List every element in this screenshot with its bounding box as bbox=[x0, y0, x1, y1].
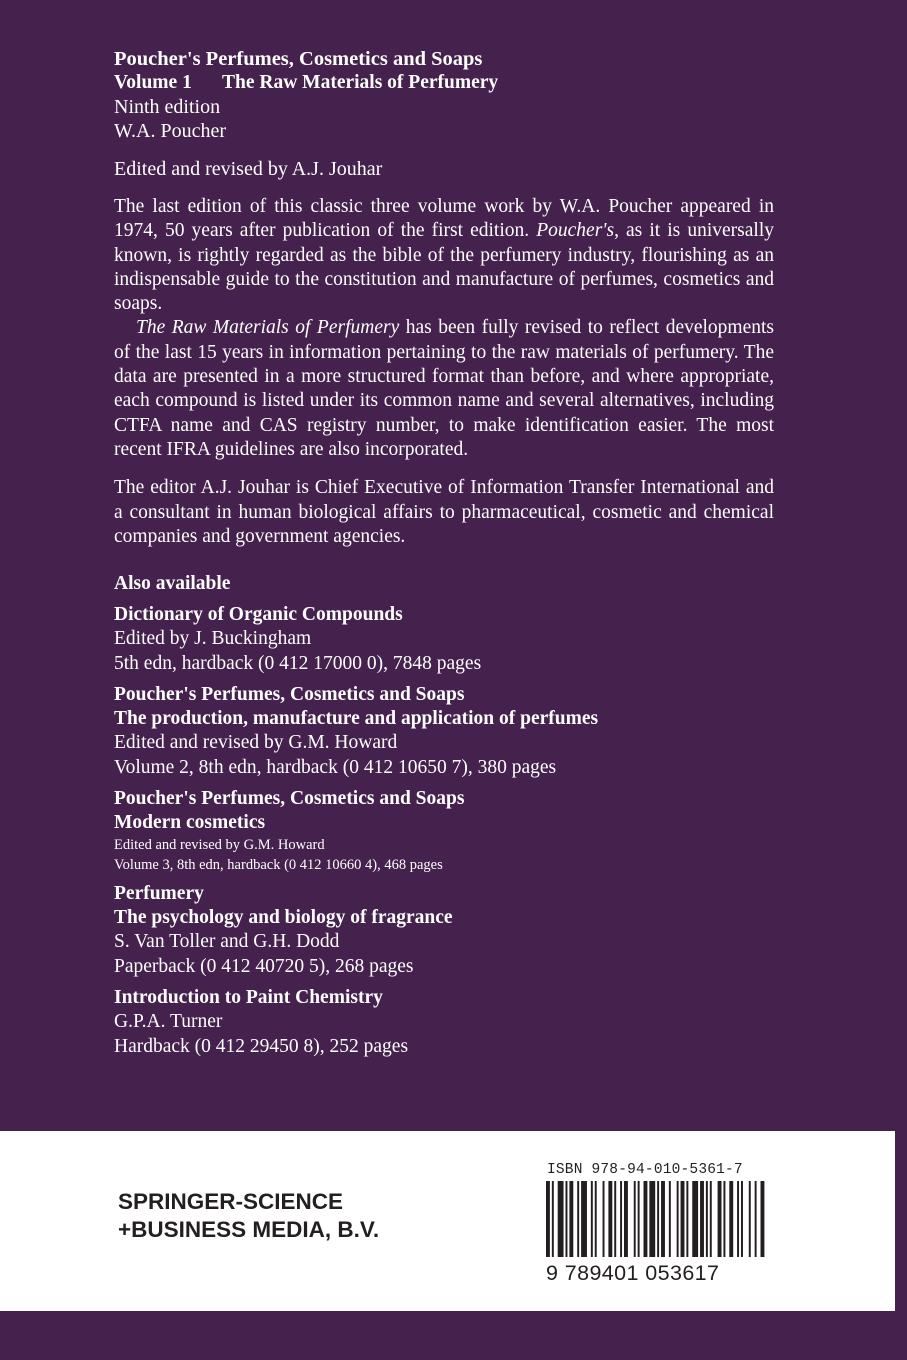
barcode-bar bbox=[723, 1181, 725, 1257]
volume-heading bbox=[114, 71, 774, 95]
book-title: Dictionary of Organic Compounds bbox=[114, 604, 403, 626]
barcode-bar bbox=[692, 1181, 698, 1257]
barcode-bar bbox=[718, 1181, 722, 1257]
volume-number: Volume 1 bbox=[114, 72, 192, 93]
book-subtitle: Modern cosmetics bbox=[114, 812, 266, 834]
also-available-list bbox=[114, 603, 774, 1059]
book-credit: Edited by J. Buckingham bbox=[114, 628, 312, 650]
publisher-line-2: +BUSINESS MEDIA, B.V. bbox=[118, 1217, 380, 1242]
barcode-bar bbox=[591, 1181, 593, 1257]
book-subtitle: The psychology and biology of fragrance bbox=[114, 907, 453, 929]
book-title: Introduction to Paint Chemistry bbox=[114, 987, 383, 1009]
barcode-bar bbox=[657, 1181, 659, 1257]
barcode-bar bbox=[644, 1181, 648, 1257]
barcode-bar bbox=[669, 1181, 671, 1257]
barcode-bar bbox=[634, 1181, 636, 1257]
barcode-bar bbox=[581, 1181, 587, 1257]
p2-italic: The Raw Materials of Perfumery bbox=[136, 317, 400, 339]
book-details: Volume 2, 8th edn, hardback (0 412 10650 7), 380 pages bbox=[114, 756, 557, 778]
barcode-bar bbox=[737, 1181, 739, 1257]
author: W.A. Poucher bbox=[114, 120, 227, 142]
barcode-bar bbox=[624, 1181, 628, 1257]
barcode-bar bbox=[566, 1181, 568, 1257]
p1-italic: Poucher's bbox=[536, 220, 615, 242]
book-credit: Edited and revised by G.M. Howard bbox=[114, 732, 398, 754]
publisher-line-1: SPRINGER-SCIENCE bbox=[118, 1189, 344, 1214]
barcode-bar bbox=[681, 1181, 685, 1257]
book-credit: Edited and revised by G.M. Howard bbox=[114, 837, 325, 854]
barcode-bar bbox=[620, 1181, 622, 1257]
publisher-name bbox=[118, 1188, 379, 1244]
book-title: Poucher's Perfumes, Cosmetics and Soaps bbox=[114, 788, 465, 810]
isbn-label: ISBN 978-94-010-5361-7 bbox=[547, 1162, 743, 1178]
book-details: Paperback (0 412 40720 5), 268 pages bbox=[114, 955, 414, 977]
volume-title: The Raw Materials of Perfumery bbox=[222, 72, 499, 93]
book-entry bbox=[114, 603, 774, 676]
barcode-bar bbox=[577, 1181, 579, 1257]
p2-text: has been fully revised to reflect developments of the last 15 years in information pertaining to the raw materials of perfumery. The data are presented in a more structured format than before, and where appropriate, each compound is listed under its common name and several alternatives, including CTFA name and CAS registry number, to make identification easier. The most recent IFRA guidelines are also incorporated. bbox=[114, 317, 774, 460]
barcode-bar bbox=[649, 1181, 655, 1257]
barcode-bar bbox=[608, 1181, 612, 1257]
book-details: 5th edn, hardback (0 412 17000 0), 7848 pages bbox=[114, 652, 482, 674]
book-details: Hardback (0 412 29450 8), 252 pages bbox=[114, 1035, 409, 1057]
barcode-bar bbox=[755, 1181, 757, 1257]
publisher-band bbox=[0, 1131, 895, 1311]
book-entry bbox=[114, 683, 774, 780]
barcode-bar bbox=[741, 1181, 743, 1257]
also-available-heading: Also available bbox=[114, 573, 231, 595]
barcode-bar bbox=[686, 1181, 688, 1257]
barcode-bar bbox=[614, 1181, 616, 1257]
description-paragraph-2 bbox=[114, 316, 774, 462]
book-entry bbox=[114, 882, 774, 979]
p1-text-a: The last edition of this classic three volume work by W.A. Poucher appeared in 1974, 50 years after publication of the first edition. bbox=[114, 196, 774, 242]
barcode-bar bbox=[677, 1181, 679, 1257]
barcode-bar bbox=[558, 1181, 564, 1257]
barcode-bar bbox=[552, 1181, 554, 1257]
description-paragraph-1 bbox=[114, 195, 774, 316]
barcode-bar bbox=[546, 1181, 550, 1257]
p1-text-b: , as it is universally known, is rightly regarded as the bible of the perfumery industry, flourishing as an indispensable guide to the constitution and manufacture of perfumes, cosmetics and soaps. bbox=[114, 220, 775, 315]
barcode-bar bbox=[729, 1181, 733, 1257]
book-entry bbox=[114, 986, 774, 1059]
editor-line: Edited and revised by A.J. Jouhar bbox=[114, 158, 383, 180]
back-cover-text bbox=[114, 47, 774, 1059]
barcode-bar bbox=[603, 1181, 605, 1257]
book-subtitle: The production, manufacture and application of perfumes bbox=[114, 708, 599, 730]
book-title: Poucher's Perfumes, Cosmetics and Soaps bbox=[114, 684, 465, 706]
barcode-bar bbox=[706, 1181, 708, 1257]
barcode-bar bbox=[595, 1181, 597, 1257]
book-title: Perfumery bbox=[114, 883, 204, 905]
barcode-bar bbox=[661, 1181, 665, 1257]
barcode-bar bbox=[638, 1181, 640, 1257]
book-credit: S. Van Toller and G.H. Dodd bbox=[114, 931, 340, 953]
book-credit: G.P.A. Turner bbox=[114, 1011, 223, 1033]
description-paragraph-3: The editor A.J. Jouhar is Chief Executive of Information Transfer International and a consultant in human biological affairs to pharmaceutical, cosmetic and chemical companies and government agencies. bbox=[114, 477, 774, 547]
barcode-digits: 9 789401 053617 bbox=[546, 1261, 720, 1285]
edition: Ninth edition bbox=[114, 96, 221, 118]
barcode-bar bbox=[749, 1181, 751, 1257]
barcode-bar bbox=[710, 1181, 712, 1257]
barcode-bar bbox=[700, 1181, 704, 1257]
series-title: Poucher's Perfumes, Cosmetics and Soaps bbox=[114, 48, 483, 70]
barcode-bar bbox=[761, 1181, 765, 1257]
book-details: Volume 3, 8th edn, hardback (0 412 10660 4), 468 pages bbox=[114, 857, 443, 874]
barcode-image bbox=[544, 1181, 768, 1257]
barcode-bar bbox=[569, 1181, 573, 1257]
book-entry bbox=[114, 787, 774, 875]
